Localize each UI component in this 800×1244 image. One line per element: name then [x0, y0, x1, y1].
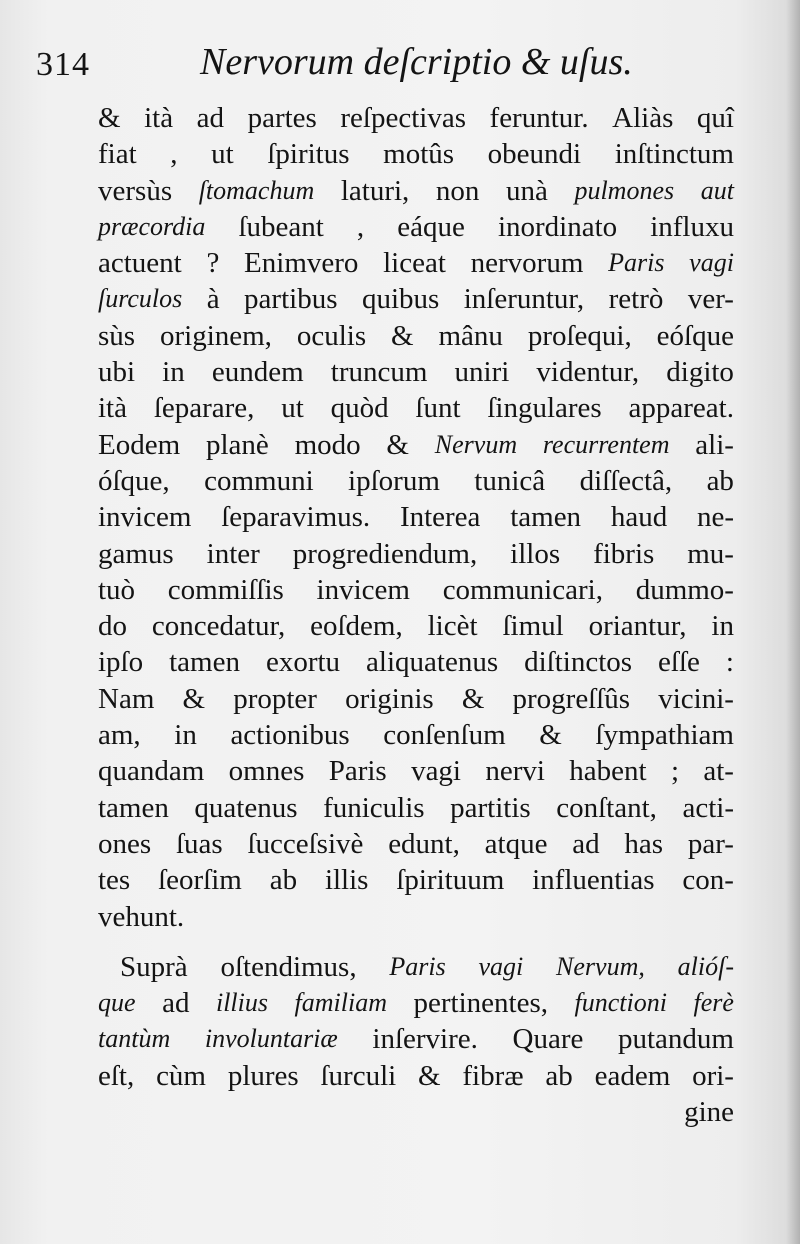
- word: tunicâ: [474, 464, 546, 497]
- word: tantùm: [98, 1024, 171, 1054]
- text-line: [98, 1094, 734, 1130]
- word: originis: [345, 682, 434, 715]
- word: actionibus: [230, 719, 350, 752]
- word: quibus: [361, 283, 440, 316]
- word: ſurculi: [320, 1059, 397, 1092]
- word: ad: [162, 987, 190, 1020]
- word: ali-: [695, 428, 734, 461]
- word: plures: [227, 1059, 299, 1092]
- text-line: [98, 281, 734, 317]
- word: à: [206, 283, 220, 316]
- word: diſtinctos: [524, 646, 633, 679]
- text-line: [98, 499, 734, 535]
- word: ubi: [98, 356, 136, 389]
- text-line: [98, 949, 734, 985]
- word: óſque,: [98, 464, 170, 497]
- text-line: [98, 985, 734, 1021]
- word: quî: [696, 102, 734, 134]
- word: concedatur,: [151, 610, 286, 643]
- word: has: [624, 827, 664, 860]
- word: communi: [204, 464, 314, 497]
- word: Eodem: [98, 428, 181, 461]
- word: invicem: [98, 501, 192, 534]
- word: in: [174, 719, 197, 752]
- word: Nervum,: [556, 951, 645, 981]
- word: partes: [247, 102, 317, 134]
- word: omnes: [228, 755, 305, 788]
- word: ſpiritus: [267, 138, 350, 171]
- word: illius: [215, 988, 268, 1018]
- word: quatenus: [194, 791, 298, 824]
- word: alióſ-: [677, 951, 734, 981]
- text-line: [98, 354, 734, 390]
- word: communicari,: [442, 573, 603, 606]
- word: ,: [170, 138, 178, 171]
- word: acti-: [682, 791, 734, 824]
- word: vagi: [411, 755, 461, 788]
- text-line: [98, 209, 734, 245]
- word: atque: [484, 827, 548, 860]
- word: at-: [703, 755, 734, 788]
- word: tes: [98, 864, 131, 897]
- word: mânu: [438, 319, 503, 352]
- word: recurrentem: [542, 429, 670, 459]
- word: pulmones: [574, 175, 675, 205]
- word: fiat: [98, 138, 137, 171]
- word: ipſo: [98, 646, 144, 679]
- word: ſympathiam: [595, 719, 734, 752]
- text-line: [98, 608, 734, 644]
- text-line: [98, 318, 734, 354]
- word: in: [162, 356, 185, 389]
- text-line: [98, 173, 734, 209]
- page-number: 314: [36, 46, 90, 83]
- word: eundem: [211, 356, 304, 389]
- word: reſpectivas: [340, 102, 466, 134]
- text-line: [98, 644, 734, 680]
- word: Nervum: [434, 429, 518, 459]
- word: ab: [545, 1059, 573, 1092]
- word: eóſque: [656, 319, 734, 352]
- word: ſpirituum: [396, 864, 505, 897]
- word: ſeparavimus.: [221, 501, 371, 534]
- text-line: [98, 390, 734, 426]
- word: actuent: [98, 247, 182, 280]
- word: par-: [687, 827, 734, 860]
- word: conſtant,: [556, 791, 657, 824]
- word: videntur,: [536, 356, 640, 389]
- word: ſunt: [415, 392, 461, 425]
- word: tamen: [510, 501, 582, 534]
- word: unà: [505, 174, 548, 207]
- page-edge-shadow: [786, 0, 800, 1244]
- word: illis: [324, 864, 369, 897]
- word: tamen: [169, 646, 240, 679]
- word: ad: [196, 102, 225, 134]
- word: &: [386, 428, 409, 461]
- word: oſtendimus,: [220, 950, 357, 983]
- word: gine: [684, 1096, 734, 1129]
- word: :: [725, 646, 734, 679]
- word: oriantur,: [588, 610, 687, 643]
- body-text: [98, 100, 734, 1130]
- word: ,: [356, 210, 365, 243]
- word: funiculis: [323, 791, 425, 824]
- word: ſingulares: [487, 392, 602, 425]
- word: ſucceſsivè: [247, 827, 364, 860]
- word: propter: [233, 682, 317, 715]
- word: edunt,: [388, 827, 460, 860]
- word: Suprà: [120, 950, 188, 983]
- word: versùs: [98, 174, 173, 207]
- text-line: [98, 427, 734, 463]
- word: &: [182, 682, 206, 715]
- word: tuò: [98, 573, 136, 606]
- text-line: [98, 753, 734, 789]
- word: licèt: [427, 610, 478, 643]
- word: digito: [666, 356, 734, 389]
- word: ab: [706, 464, 734, 497]
- word: aliquatenus: [366, 646, 499, 679]
- word: familiam: [294, 988, 387, 1018]
- word: planè: [205, 428, 269, 461]
- word: fibris: [593, 537, 655, 570]
- text-line: [98, 136, 734, 172]
- text-line: [98, 245, 734, 281]
- word: oculis: [296, 319, 367, 352]
- word: putandum: [617, 1023, 734, 1056]
- word: Paris: [389, 951, 446, 981]
- word: ſimul: [502, 610, 564, 643]
- word: influentias: [532, 864, 655, 897]
- word: Paris: [328, 755, 387, 788]
- word: ut: [211, 138, 234, 171]
- word: truncum: [330, 356, 428, 389]
- word: pertinentes,: [413, 987, 548, 1020]
- running-title: Nervorum deſcriptio & uſus.: [200, 41, 633, 83]
- word: ſubeant: [238, 210, 324, 243]
- word: laturi,: [340, 174, 410, 207]
- word: conſenſum: [383, 719, 506, 752]
- word: ità: [144, 102, 174, 134]
- word: ;: [670, 755, 679, 788]
- paragraph-gap: [98, 935, 734, 949]
- word: eadem: [594, 1059, 671, 1092]
- word: ones: [98, 827, 152, 860]
- word: &: [418, 1059, 441, 1092]
- word: in: [711, 610, 734, 643]
- word: fibræ: [462, 1059, 524, 1092]
- word: partitis: [450, 791, 531, 824]
- text-line: [98, 681, 734, 717]
- word: Interea: [399, 501, 481, 534]
- word: con-: [682, 864, 734, 897]
- word: ab: [269, 864, 298, 897]
- word: ?: [206, 247, 220, 280]
- word: &: [391, 319, 414, 352]
- word: influxu: [650, 210, 734, 243]
- word: Quare: [512, 1023, 584, 1056]
- word: ver-: [687, 283, 734, 316]
- word: &: [98, 102, 121, 134]
- word: inſtinctum: [614, 138, 734, 171]
- text-line: [98, 862, 734, 898]
- word: quòd: [330, 392, 389, 425]
- word: commiſſis: [167, 573, 284, 606]
- word: inordinato: [497, 210, 618, 243]
- word: obeundi: [487, 138, 582, 171]
- word: haud: [610, 501, 668, 534]
- text-line: [98, 717, 734, 753]
- word: ferè: [693, 988, 734, 1018]
- text-line: [98, 899, 734, 935]
- word: ſeorſim: [158, 864, 242, 897]
- text-line: [98, 572, 734, 608]
- word: ut: [281, 392, 304, 425]
- text-line: [98, 536, 734, 572]
- word: inſervire.: [372, 1023, 478, 1056]
- word: ne-: [696, 501, 734, 534]
- word: diſſectâ,: [579, 464, 673, 497]
- word: proſequi,: [527, 319, 632, 352]
- word: appareat.: [628, 392, 734, 425]
- word: progreſſûs: [512, 682, 631, 715]
- word: partibus: [244, 283, 338, 316]
- word: ſeparare,: [153, 392, 255, 425]
- word: nervorum: [470, 247, 584, 280]
- word: que: [98, 988, 136, 1018]
- word: feruntur.: [489, 102, 589, 134]
- word: motûs: [383, 138, 455, 171]
- text-line: [98, 1021, 734, 1057]
- word: ſtomachum: [198, 175, 315, 205]
- text-line: [98, 826, 734, 862]
- word: non: [435, 174, 480, 207]
- word: præcordia: [98, 211, 206, 241]
- word: ori-: [692, 1059, 734, 1092]
- word: involuntariæ: [204, 1024, 338, 1054]
- word: inter: [206, 537, 260, 570]
- word: sùs: [98, 319, 136, 352]
- word: eáque: [397, 210, 465, 243]
- word: vicini-: [658, 682, 734, 715]
- text-line: [98, 790, 734, 826]
- word: eſt,: [98, 1059, 135, 1092]
- word: inſeruntur,: [463, 283, 585, 316]
- word: modo: [294, 428, 361, 461]
- word: uniri: [454, 356, 510, 389]
- word: gamus: [98, 537, 174, 570]
- word: Nam: [98, 682, 155, 715]
- word: exortu: [265, 646, 341, 679]
- page-header: [36, 40, 760, 100]
- word: Paris: [608, 248, 665, 278]
- word: ità: [98, 392, 127, 425]
- word: am,: [98, 719, 141, 752]
- word: mu-: [687, 537, 734, 570]
- word: do: [98, 610, 127, 643]
- word: ipſorum: [348, 464, 440, 497]
- word: &: [461, 682, 485, 715]
- word: ſurculos: [98, 284, 183, 314]
- word: Aliàs: [612, 102, 674, 134]
- word: ſuas: [175, 827, 223, 860]
- word: aut: [700, 175, 734, 205]
- word: illos: [510, 537, 561, 570]
- word: liceat: [383, 247, 446, 280]
- word: Enimvero: [244, 247, 359, 280]
- word: functioni: [574, 988, 667, 1018]
- word: quandam: [98, 755, 205, 788]
- text-line: [98, 100, 734, 136]
- word: retrò: [608, 283, 664, 316]
- text-line: [98, 463, 734, 499]
- word: originem,: [159, 319, 272, 352]
- word: nervi: [485, 755, 545, 788]
- word: invicem: [316, 573, 410, 606]
- word: vagi: [689, 248, 734, 278]
- word: habent: [569, 755, 647, 788]
- word: ad: [572, 827, 600, 860]
- word: eſſe: [658, 646, 700, 679]
- word: tamen: [98, 791, 169, 824]
- text-line: [98, 1058, 734, 1094]
- word: cùm: [156, 1059, 206, 1092]
- word: &: [539, 719, 562, 752]
- word: progrediendum,: [292, 537, 478, 570]
- word: vehunt.: [98, 900, 185, 933]
- word: dummo-: [635, 573, 734, 606]
- word: eoſdem,: [310, 610, 403, 643]
- word: vagi: [478, 951, 524, 981]
